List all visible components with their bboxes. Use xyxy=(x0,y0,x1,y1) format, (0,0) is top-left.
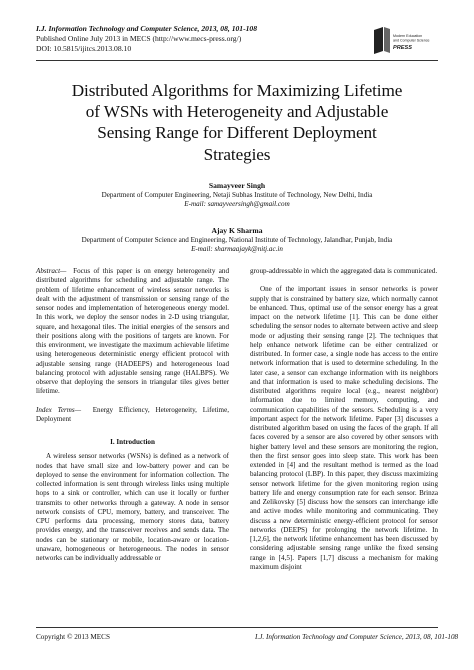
index-terms-text: Energy Efficiency, Heterogeneity, Lifetime, Deployment xyxy=(36,405,229,423)
title-line-2: of WSNs with Heterogeneity and Adjustable xyxy=(85,102,389,122)
doi-line: DOI: 10.5815/ijitcs.2013.08.10 xyxy=(36,44,132,53)
author-affiliation: Department of Computer Science and Engineering, National Institute of Technology, Jalandhar, Punjab, India xyxy=(81,235,393,244)
published-line: Published Online July 2013 in MECS (http://www.mecs-press.org/) xyxy=(36,34,242,43)
abstract-dash: — xyxy=(60,267,67,275)
logo-book-mark xyxy=(374,27,383,54)
intro-paragraph-1-continued: group-addressable in which the aggregated data is communicated. xyxy=(250,267,438,275)
author-email: E-mail: samayveersingh@gmail.com xyxy=(184,200,290,209)
author-block-1 xyxy=(36,181,438,210)
journal-header xyxy=(36,24,376,54)
right-column xyxy=(250,267,438,572)
title-line-3: Sensing Range for Different Deployment xyxy=(97,123,377,143)
mecs-press-logo xyxy=(372,26,436,56)
intro-paragraph-2: One of the important issues in sensor networks is power supply that is constrained by battery size, which normally cannot be enhanced. Thus, optimal use of the sensor energy has a great impact on the network lifetime [1]. This can be done either scheduling the sensor nodes to alternate between active and sleep mode or adjusting their sensing range [2]. The techniques that help enhance network lifetime can be either centralized or distributed. In former case, a single node has access to the entire network information that is used to determine scheduling. In the later case, a sensor can exchange information with its neighbors and that information is used to make scheduling decisions. The distributed algorithms require local (e.g., nearest neighbor) information due to limited memory, computing, and communication capabilities of the sensors. Scheduling is a very important aspect for the network lifetime. Paper [3] discusses a distributed algorithm based on using the faces of the graph. If all faces covered by a sensor are also covered by other sensors with higher battery level and these sensors are monitoring the region, then the first sensor goes into sleep state. This work has been extended in [4] and the resultant method is termed as the load balancing protocol (LBP). In this paper, they discuss maximizing sensor network lifetime for the given monitoring region using battery life and energy consumption rate for each sensor. Brinza and Zelikovsky [5] discuss how the sensors can interchange idle and active modes while monitoring and communicating. They discuss a new deterministic energy-efficient protocol for sensor networks (DEEPS) for prolonging the network lifetime. In [1,2,6], the network lifetime enhancement has been discussed by considering adjustable sensing range unlike the fixed sensing range in [4,5]. Papers [1,7] discuss a mechanism for making maximum disjoint xyxy=(250,285,438,571)
intro-paragraph-1: A wireless sensor networks (WSNs) is defined as a network of nodes that have small size and low-battery power and can be deployed to sense the environment for information collection. The collected information is sent through wireless links using multiple hops to a sink or controller, which can use it locally or further transmits to other networks through a gateway. A node in sensor network consists of CPU, memory, battery, and transceiver. The CPU performs data processing, memory stores data, battery provides energy, and the transceiver receives and sends data. The nodes can be stationary or mobile, location-aware or location-unaware, homogeneous or heterogeneous. The nodes in sensor networks can be individually addressable or xyxy=(36,452,229,562)
intro-heading: I. Introduction xyxy=(110,438,155,446)
index-terms xyxy=(36,406,229,425)
author-block-2 xyxy=(36,226,438,255)
footer-copyright: Copyright © 2013 MECS xyxy=(36,633,110,641)
title-line-4: Strategies xyxy=(203,144,271,164)
logo-brand: PRESS xyxy=(393,45,412,51)
left-column xyxy=(36,267,229,563)
abstract xyxy=(36,267,229,397)
paper-title xyxy=(36,80,438,165)
author-affiliation: Department of Computer Engineering, Netaji Subhas Institute of Technology, New Delhi, India xyxy=(101,190,373,199)
abstract-label: Abstract xyxy=(36,267,61,275)
footer-divider xyxy=(36,627,438,628)
index-terms-label: Index Terms xyxy=(36,405,75,414)
logo-line-1: Modern Education xyxy=(393,34,423,38)
title-line-1: Distributed Algorithms for Maximizing Lifetime xyxy=(71,81,403,100)
index-terms-dash: — xyxy=(74,405,81,414)
author-name: Samayveer Singh xyxy=(208,181,266,190)
abstract-text: Focus of this paper is on energy heterogeneity and distributed algorithms for scheduling and adjustable range. The problem of lifetime enhancement of wireless sensor networks is dealt with the adjustment of transmission or sensing range of the sensor nodes and implementation of heterogeneous energy model. In this work, we deploy the sensor nodes in 2-D using triangular, square, and hexagonal tiles. The initial energies of the sensors and their positions along with the positions of targets are known. For this environment, we investigate the maximum achievable lifetime using heterogeneous deterministic energy efficient protocol with adjustable sensing range (HADEEPS) and heterogeneous load balancing protocol with adjustable sensing range (HALBPS). We observe that deploying the sensors in triangular tiles gives better lifetime. xyxy=(36,267,230,396)
author-name: Ajay K Sharma xyxy=(211,226,263,235)
author-email: E-mail: sharmaajayk@nitj.ac.in xyxy=(191,245,283,254)
footer-journal: I.J. Information Technology and Computer Science, 2013, 08, 101-108 xyxy=(255,633,459,641)
header-divider xyxy=(36,60,438,61)
logo-line-2: and Computer Science xyxy=(393,38,430,43)
journal-line: I.J. Information Technology and Computer Science, 2013, 08, 101-108 xyxy=(36,24,258,33)
